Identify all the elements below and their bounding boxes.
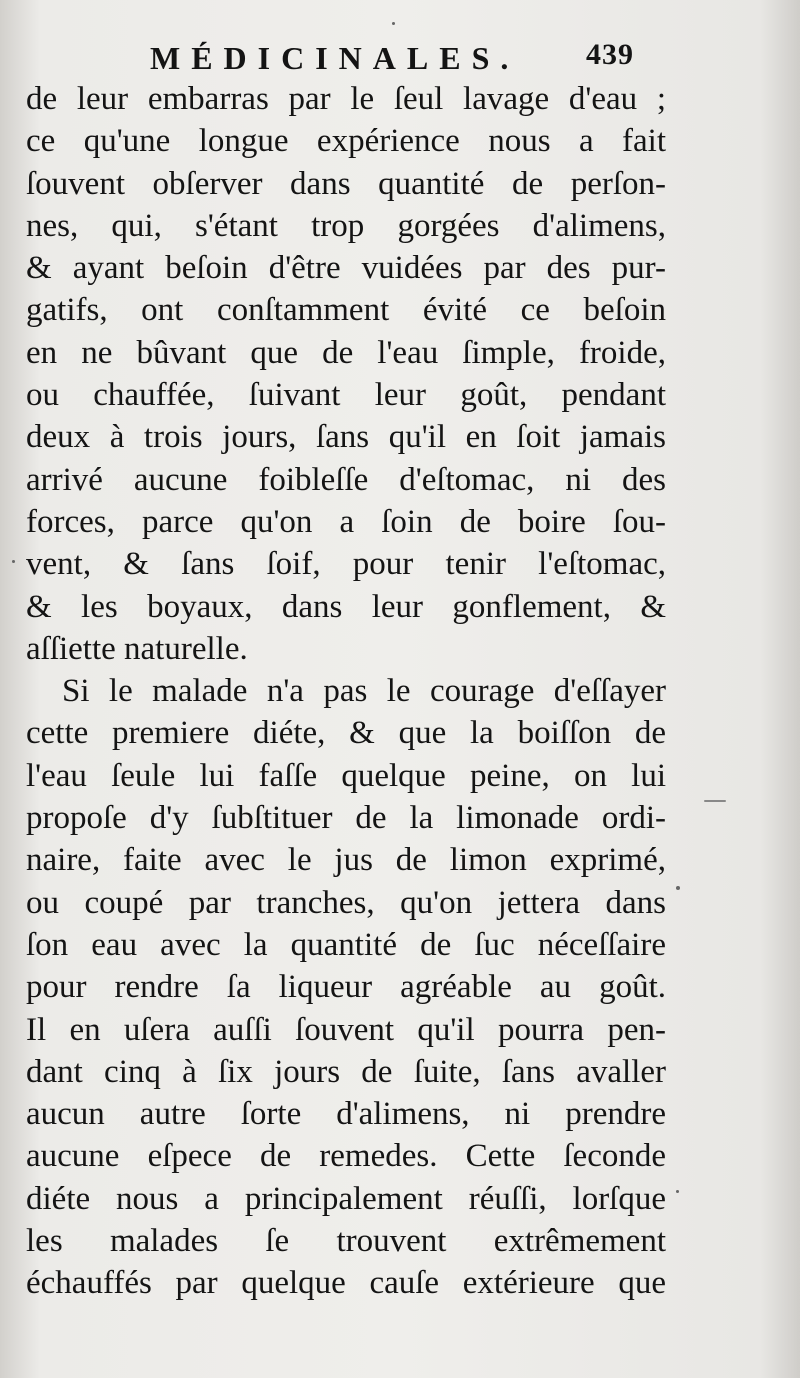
text-line: arrivé aucune foibleſſe d'eſtomac, ni des (26, 461, 666, 498)
text-line: & ayant beſoin d'être vuidées par des pur- (26, 250, 666, 287)
body-text (26, 78, 666, 1305)
text-line: Il en uſera auſſi ſouvent qu'il pourra pen- (26, 1011, 666, 1048)
text-line: les malades ſe trouvent extrêmement (26, 1223, 666, 1260)
text-line: aucune eſpece de remedes. Cette ſeconde (26, 1138, 666, 1175)
running-title: MÉDICINALES. (150, 40, 520, 76)
text-line: ſon eau avec la quantité de ſuc néceſſaire (26, 926, 666, 963)
text-line: l'eau ſeule lui faſſe quelque peine, on lui (26, 757, 666, 794)
text-line: ou coupé par tranches, qu'on jettera dans (26, 884, 666, 921)
margin-speck (12, 560, 15, 563)
text-line: propoſe d'y ſubſtituer de la limonade ordi- (26, 800, 666, 837)
running-head (0, 36, 800, 84)
margin-speck (704, 800, 726, 802)
text-line: échauffés par quelque cauſe extérieure que (26, 1265, 666, 1302)
text-line: & les boyaux, dans leur gonflement, & (26, 588, 666, 625)
text-line: forces, parce qu'on a ſoin de boire ſou- (26, 503, 666, 540)
text-line: naire, faite avec le jus de limon exprimé, (26, 842, 666, 879)
text-line: aſſiette naturelle. (26, 630, 248, 667)
text-line: aucun autre ſorte d'alimens, ni prendre (26, 1096, 666, 1133)
text-line: ſouvent obſerver dans quantité de perſon- (26, 165, 666, 202)
page-number: 439 (586, 38, 634, 71)
text-line: de leur embarras par le ſeul lavage d'eau ; (26, 81, 666, 117)
text-line: vent, & ſans ſoif, pour tenir l'eſtomac, (26, 546, 666, 583)
text-line: gatifs, ont conſtamment évité ce beſoin (26, 292, 666, 329)
margin-speck (676, 886, 680, 890)
text-line: en ne bûvant que de l'eau ſimple, froide, (26, 334, 666, 371)
text-line: diéte nous a principalement réuſſi, lorſque (26, 1180, 666, 1217)
text-line: pour rendre ſa liqueur agréable au goût. (26, 969, 666, 1006)
text-line: deux à trois jours, ſans qu'il en ſoit jamais (26, 419, 666, 456)
margin-speck (392, 22, 395, 25)
text-line: ou chauffée, ſuivant leur goût, pendant (26, 377, 666, 414)
text-line: cette premiere diéte, & que la boiſſon de (26, 715, 666, 752)
text-line: nes, qui, s'étant trop gorgées d'alimens, (26, 207, 666, 244)
text-line: ce qu'une longue expérience nous a fait (26, 123, 666, 160)
text-line: dant cinq à ſix jours de ſuite, ſans avaller (26, 1053, 666, 1090)
margin-speck (676, 1190, 679, 1193)
text-line: Si le malade n'a pas le courage d'eſſayer (62, 673, 666, 710)
